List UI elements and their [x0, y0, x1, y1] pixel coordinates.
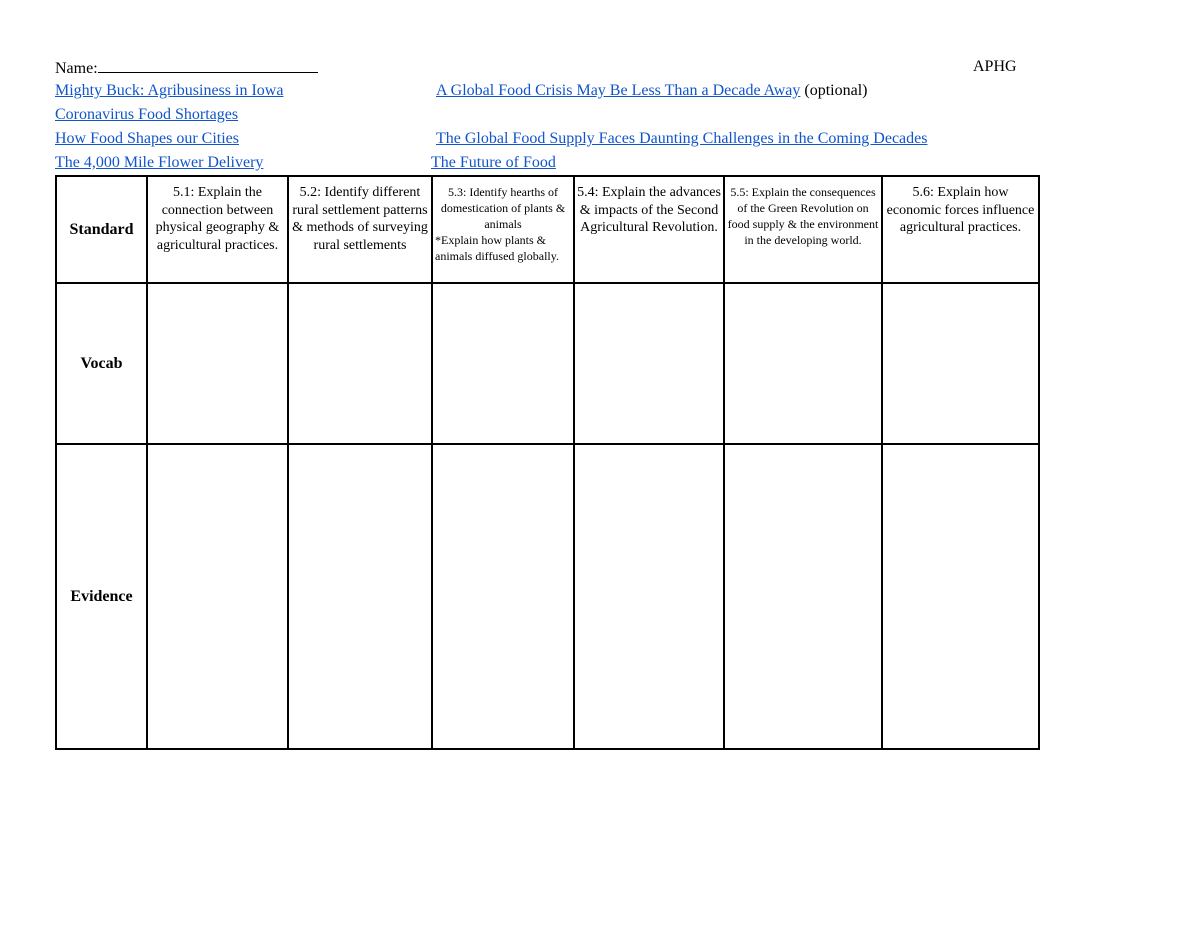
evidence-cell-5-4[interactable] — [574, 444, 724, 749]
vocab-cell-5-2[interactable] — [288, 283, 432, 444]
vocab-cell-5-1[interactable] — [147, 283, 288, 444]
evidence-cell-5-1[interactable] — [147, 444, 288, 749]
standards-table — [55, 175, 1040, 750]
row-label-standard: Standard — [56, 176, 147, 283]
name-field — [55, 57, 318, 79]
standard-5-3-main: 5.3: Identify hearths of domestication of plants & animals — [440, 185, 566, 231]
standard-5-3 — [432, 176, 574, 283]
evidence-cell-5-2[interactable] — [288, 444, 432, 749]
link-mighty-buck[interactable]: Mighty Buck: Agribusiness in Iowa — [55, 82, 284, 99]
standard-5-4: 5.4: Explain the advances & impacts of the Second Agricultural Revolution. — [574, 176, 724, 283]
link-global-food-supply[interactable]: The Global Food Supply Faces Daunting Challenges in the Coming Decades — [436, 130, 928, 147]
vocab-cell-5-4[interactable] — [574, 283, 724, 444]
course-label: APHG — [973, 58, 1017, 75]
name-blank-line[interactable] — [98, 57, 318, 73]
evidence-cell-5-3[interactable] — [432, 444, 574, 749]
table-row — [56, 176, 1039, 283]
vocab-cell-5-5[interactable] — [724, 283, 882, 444]
standard-5-6: 5.6: Explain how economic forces influence agricultural practices. — [882, 176, 1039, 283]
link-global-food-crisis[interactable]: A Global Food Crisis May Be Less Than a Decade Away — [436, 82, 801, 99]
standard-5-1: 5.1: Explain the connection between physical geography & agricultural practices. — [147, 176, 288, 283]
standard-5-5: 5.5: Explain the consequences of the Green Revolution on food supply & the environment in the developing world. — [724, 176, 882, 283]
link-future-of-food[interactable]: The Future of Food — [431, 154, 556, 171]
row-label-vocab: Vocab — [56, 283, 147, 444]
evidence-cell-5-5[interactable] — [724, 444, 882, 749]
row-label-evidence: Evidence — [56, 444, 147, 749]
vocab-cell-5-6[interactable] — [882, 283, 1039, 444]
standard-5-3-extra: *Explain how plants & animals diffused globally. — [435, 233, 559, 263]
optional-note: (optional) — [804, 82, 868, 99]
link-food-shapes-cities[interactable]: How Food Shapes our Cities — [55, 130, 239, 147]
table-row — [56, 444, 1039, 749]
name-label: Name: — [55, 60, 98, 77]
table-row — [56, 283, 1039, 444]
evidence-cell-5-6[interactable] — [882, 444, 1039, 749]
link-flower-delivery[interactable]: The 4,000 Mile Flower Delivery — [55, 154, 264, 171]
standard-5-2: 5.2: Identify different rural settlement patterns & methods of surveying rural settlements — [288, 176, 432, 283]
vocab-cell-5-3[interactable] — [432, 283, 574, 444]
link-coronavirus-food-shortages[interactable]: Coronavirus Food Shortages — [55, 106, 239, 123]
